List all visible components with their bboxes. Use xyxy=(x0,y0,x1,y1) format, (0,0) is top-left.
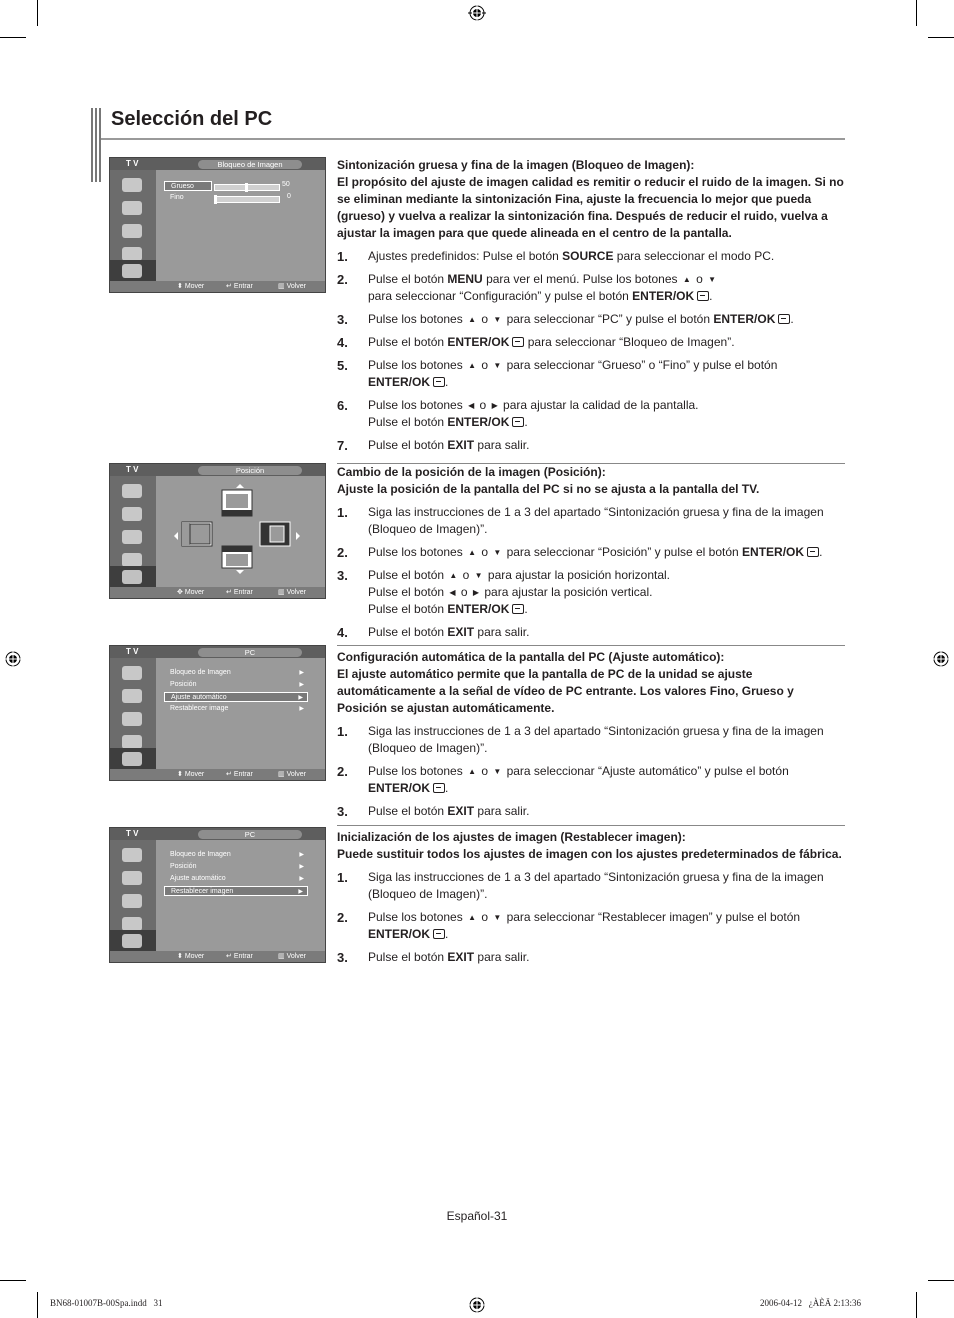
tv-label: T V xyxy=(126,829,139,838)
section-restablecer-imagen xyxy=(337,829,845,966)
step-3: 3. Pulse el botón EXIT para salir. xyxy=(337,804,530,819)
menu-row-grueso[interactable]: Grueso xyxy=(164,181,212,191)
up-arrow-icon: ▲ xyxy=(468,315,476,324)
page-title: Selección del PC xyxy=(111,108,273,130)
step-2: 2. Pulse los botones ▲ o ▼ para seleccionar “Ajuste automático” y pulse el botón ENTER/OK . xyxy=(337,764,789,795)
grueso-slider[interactable] xyxy=(214,184,280,191)
enter-icon xyxy=(433,783,445,793)
section-posicion xyxy=(337,464,845,641)
section-heading: Configuración automática de la pantalla del PC (Ajuste automático): xyxy=(337,650,725,664)
foot-move: Mover xyxy=(184,953,205,960)
submenu-arrow-icon: ▶ xyxy=(299,852,304,858)
foot-enter: Entrar xyxy=(233,283,253,290)
position-diagram xyxy=(170,484,310,576)
registration-mark-icon xyxy=(4,650,22,668)
step-2: 2. Pulse los botones ▲ o ▼ para seleccionar “Posición” y pulse el botón ENTER/OK . xyxy=(337,545,823,560)
title-divider xyxy=(101,138,845,140)
menu-row[interactable]: Ajuste automático ▶ xyxy=(170,875,304,882)
foot-back: Volver xyxy=(286,771,307,778)
tv-menu-pc-restablecer: T V PC Bloqueo de Imagen ▶ Posición ▶ Ajuste automático ▶ Restablecer imagen ▶ ⬍ Mover ↵ Entrar ▥ Volver xyxy=(109,827,326,963)
enter-icon xyxy=(433,929,445,939)
crop-mark xyxy=(0,1280,26,1281)
input-icon xyxy=(122,848,142,862)
grueso-slider-handle xyxy=(245,183,248,192)
step-5: 5. Pulse los botones ▲ o ▼ para seleccionar “Grueso” o “Fino” y pulse el botón ENTER/OK . xyxy=(337,358,778,389)
setup-icon xyxy=(122,752,142,766)
section-divider xyxy=(337,645,845,646)
timestamp: 2006-04-12 ¿ÀÈÄ 2:13:36 xyxy=(760,1298,861,1308)
up-arrow-icon: ▲ xyxy=(468,913,476,922)
foot-enter: Entrar xyxy=(233,771,253,778)
step-1: 1. Ajustes predefinidos: Pulse el botón SOURCE para seleccionar el modo PC. xyxy=(337,249,775,264)
page-number: Español-31 xyxy=(446,1209,508,1223)
section-bloqueo-imagen xyxy=(337,157,845,454)
crop-mark xyxy=(916,1292,917,1318)
section-intro: Ajuste la posición de la pantalla del PC si no se ajusta a la pantalla del TV. xyxy=(337,482,760,496)
right-arrow-icon: ▶ xyxy=(491,401,498,410)
step-1: 1. Siga las instrucciones de 1 a 3 del apartado “Sintonización gruesa y fina de la imagen (Bloqueo de Imagen)”. xyxy=(337,724,824,755)
menu-row[interactable]: Bloqueo de Imagen ▶ xyxy=(170,669,304,676)
down-arrow-icon: ▼ xyxy=(493,548,502,557)
foot-back: Volver xyxy=(286,953,307,960)
down-arrow-icon: ▼ xyxy=(493,767,502,776)
section-heading: Sintonización gruesa y fina de la imagen (Bloqueo de Imagen): xyxy=(337,158,695,172)
down-arrow-icon: ▼ xyxy=(493,913,502,922)
down-arrow-icon: ▼ xyxy=(493,315,502,324)
tv-label: T V xyxy=(126,465,139,474)
step-3: 3. Pulse los botones ▲ o ▼ para seleccionar “PC” y pulse el botón ENTER/OK . xyxy=(337,312,794,327)
submenu-arrow-icon: ▶ xyxy=(298,695,303,701)
menu-row-selected[interactable]: Ajuste automático ▶ xyxy=(164,692,308,702)
section-heading: Cambio de la posición de la imagen (Posición): xyxy=(337,465,606,479)
right-arrow-icon: ▶ xyxy=(472,588,480,597)
enter-icon xyxy=(778,314,790,324)
tv-menu-pc-ajuste: T V PC Bloqueo de Imagen ▶ Posición ▶ Ajuste automático ▶ Restablecer image ▶ ⬍ Mover ↵ Entrar ▥ Volver xyxy=(109,645,326,781)
step-4: 4. Pulse el botón EXIT para salir. xyxy=(337,625,530,640)
crop-mark xyxy=(37,1292,38,1318)
tv-menu-bloqueo-de-imagen: T V Bloqueo de Imagen Grueso 50 Fino 0 ⬍ Mover ↵ Entrar ▥ Volver xyxy=(109,157,326,293)
picture-icon xyxy=(122,507,142,521)
step-1: 1. Siga las instrucciones de 1 a 3 del apartado “Sintonización gruesa y fina de la imagen (Bloqueo de Imagen)”. xyxy=(337,870,824,901)
crop-mark xyxy=(37,0,38,26)
up-arrow-icon: ▲ xyxy=(468,361,476,370)
up-arrow-icon: ▲ xyxy=(468,767,476,776)
setup-icon xyxy=(122,570,142,584)
foot-enter: Entrar xyxy=(233,589,253,596)
foot-move: Mover xyxy=(184,589,205,596)
enter-icon xyxy=(807,547,819,557)
step-3: 3. Pulse el botón ▲ o ▼ para ajustar la posición horizontal. Pulse el botón ◀ o ▶ para ajustar la posición vertical. Pulse el botón ENTER/OK . xyxy=(337,568,671,616)
channel-icon xyxy=(122,735,142,749)
submenu-arrow-icon: ▶ xyxy=(299,682,304,688)
section-divider xyxy=(337,825,845,826)
menu-row[interactable]: Restablecer image ▶ xyxy=(170,705,304,712)
section-ajuste-automatico xyxy=(337,649,845,820)
tv-label: T V xyxy=(126,647,139,656)
enter-icon xyxy=(433,377,445,387)
picture-icon xyxy=(122,689,142,703)
up-arrow-icon: ▲ xyxy=(468,548,476,557)
up-arrow-icon: ▲ xyxy=(682,275,691,284)
menu-sidebar xyxy=(110,840,156,952)
channel-icon xyxy=(122,553,142,567)
menu-title: PC xyxy=(198,648,302,657)
picture-icon xyxy=(122,201,142,215)
foot-enter: Entrar xyxy=(233,953,253,960)
registration-mark-icon xyxy=(932,650,950,668)
step-2: 2. Pulse el botón MENU para ver el menú. Pulse los botones ▲ o ▼ para seleccionar “Configuración” y pulse el botón ENTER/OK . xyxy=(337,272,717,303)
menu-row-selected[interactable]: Restablecer imagen ▶ xyxy=(164,886,308,896)
up-arrow-icon: ▲ xyxy=(449,571,458,580)
file-name: BN68-01007B-00Spa.indd 31 xyxy=(50,1298,163,1308)
section-intro: Puede sustituir todos los ajustes de imagen con los ajustes predeterminados de fábrica. xyxy=(337,847,842,861)
sound-icon xyxy=(122,530,142,544)
title-decoration xyxy=(91,108,101,182)
tv-label: T V xyxy=(126,159,139,168)
crop-mark xyxy=(916,0,917,26)
enter-icon xyxy=(512,604,524,614)
enter-icon xyxy=(512,337,524,347)
step-6: 6. Pulse los botones ◀ o ▶ para ajustar la calidad de la pantalla. Pulse el botón ENTER/OK . xyxy=(337,398,699,429)
input-icon xyxy=(122,484,142,498)
registration-mark-icon xyxy=(468,4,486,22)
menu-row-fino[interactable]: Fino xyxy=(170,194,184,201)
down-arrow-icon: ▼ xyxy=(474,571,483,580)
foot-move: Mover xyxy=(184,283,205,290)
submenu-arrow-icon: ▶ xyxy=(299,670,304,676)
step-1: 1. Siga las instrucciones de 1 a 3 del apartado “Sintonización gruesa y fina de la imagen (Bloqueo de Imagen)”. xyxy=(337,505,824,536)
crop-mark xyxy=(928,37,954,38)
sound-icon xyxy=(122,712,142,726)
step-2: 2. Pulse los botones ▲ o ▼ para seleccionar “Restablecer imagen” y pulse el botón ENTER/OK . xyxy=(337,910,801,941)
channel-icon xyxy=(122,247,142,261)
setup-icon xyxy=(122,934,142,948)
grueso-value: 50 xyxy=(282,181,290,188)
fino-value: 0 xyxy=(287,193,291,200)
foot-back: Volver xyxy=(286,589,307,596)
step-3: 3. Pulse el botón EXIT para salir. xyxy=(337,950,530,965)
section-heading: Inicialización de los ajustes de imagen (Restablecer imagen): xyxy=(337,830,686,844)
fino-slider-handle xyxy=(214,195,217,204)
sound-icon xyxy=(122,894,142,908)
step-7: 7. Pulse el botón EXIT para salir. xyxy=(337,438,530,453)
enter-icon xyxy=(697,291,709,301)
section-intro: El ajuste automático permite que la pantalla de PC de la unidad se ajuste automáticamente a la señal de vídeo de PC entrante. Los valores Fino, Grueso y Posición se ajustan automáticamente. xyxy=(337,667,794,715)
step-4: 4. Pulse el botón ENTER/OK para seleccionar “Bloqueo de Imagen”. xyxy=(337,335,735,350)
menu-sidebar xyxy=(110,476,156,588)
crop-mark xyxy=(0,37,26,38)
foot-move: Mover xyxy=(184,771,205,778)
fino-slider[interactable] xyxy=(214,196,280,203)
menu-title: Bloqueo de Imagen xyxy=(198,160,302,169)
submenu-arrow-icon: ▶ xyxy=(299,864,304,870)
crop-mark xyxy=(928,1280,954,1281)
menu-sidebar xyxy=(110,170,156,282)
section-intro: El propósito del ajuste de imagen calidad es remitir o reducir el ruido de la imagen. Si no se eliminan mediante la sintonización Fina, ajuste la frecuencia lo mejor que pueda (grueso) y vuelva a realizar la sintonización fina. Después de reducir el ruido, vuelva a ajustar la imagen para que quede alineada en el centro de la pantalla. xyxy=(337,175,844,240)
picture-icon xyxy=(122,871,142,885)
menu-row[interactable]: Bloqueo de Imagen ▶ xyxy=(170,851,304,858)
foot-back: Volver xyxy=(286,283,307,290)
channel-icon xyxy=(122,917,142,931)
tv-menu-posicion: T V Posición ✥ Mover ↵ Entrar ▥ Volver xyxy=(109,463,326,599)
menu-title: Posición xyxy=(198,466,302,475)
menu-row[interactable]: Posición ▶ xyxy=(170,863,304,870)
registration-mark-icon xyxy=(468,1296,486,1314)
down-arrow-icon: ▼ xyxy=(708,275,717,284)
setup-icon xyxy=(122,264,142,278)
input-icon xyxy=(122,666,142,680)
left-arrow-icon: ◀ xyxy=(449,588,456,597)
sound-icon xyxy=(122,224,142,238)
menu-sidebar xyxy=(110,658,156,770)
submenu-arrow-icon: ▶ xyxy=(299,706,304,712)
enter-icon xyxy=(512,417,524,427)
input-icon xyxy=(122,178,142,192)
menu-title: PC xyxy=(198,830,302,839)
menu-row[interactable]: Posición ▶ xyxy=(170,681,304,688)
submenu-arrow-icon: ▶ xyxy=(298,889,303,895)
left-arrow-icon: ◀ xyxy=(468,401,475,410)
down-arrow-icon: ▼ xyxy=(493,361,502,370)
submenu-arrow-icon: ▶ xyxy=(299,876,304,882)
